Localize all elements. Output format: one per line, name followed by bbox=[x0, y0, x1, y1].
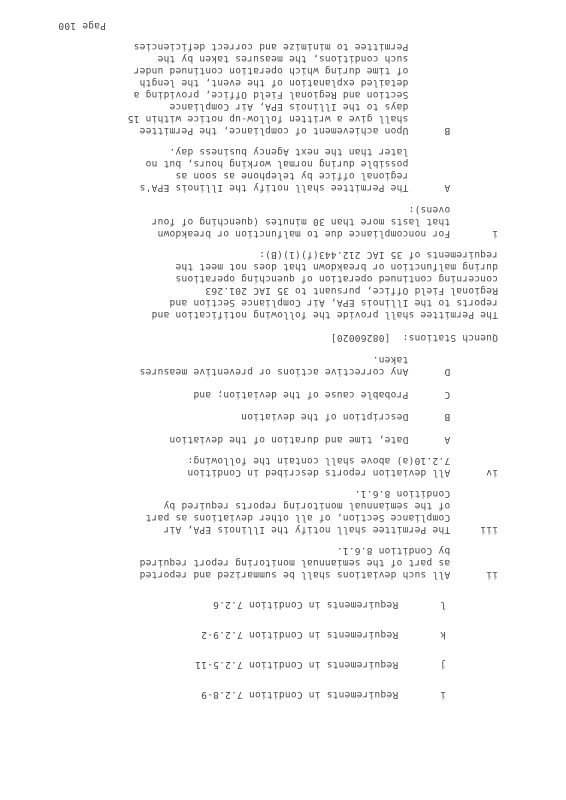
text-line: Regional Field Office, pursuant to 35 IAC 201.263 bbox=[205, 285, 498, 296]
text-line: k Requirements in Condition 7.2.9-2 bbox=[200, 629, 446, 640]
text-line: A The Permittee shall notify the Illinois EPA's bbox=[139, 182, 498, 193]
text-line: taken. bbox=[372, 354, 498, 365]
text-line: days to the Illinois EPA, Air Compliance bbox=[169, 101, 498, 112]
text-line: i Requirements in Condition 7.2.8-9 bbox=[200, 689, 446, 700]
text-line: later than the next Agency business day. bbox=[169, 146, 498, 157]
text-line: requirements of 35 IAC 212.443(f)(1)(B): bbox=[258, 249, 498, 260]
text-line: Permittee to minimize and correct deficiencies bbox=[133, 41, 498, 52]
text-line: iv All deviation reports described in Condition bbox=[187, 467, 498, 478]
text-line: ii All such deviations shall be summarized and reported bbox=[139, 569, 498, 580]
text-line: of time during which operation continued under bbox=[133, 65, 498, 76]
text-line: reports to the Illinois EPA, Air Compliance Section and bbox=[169, 297, 498, 308]
text-line: shall give a written follow-up notice within 15 bbox=[127, 113, 498, 124]
text-line: regional office by telephone as soon as bbox=[175, 170, 498, 181]
text-line: iii The Permittee shall notify the Illinois EPA, Air bbox=[163, 524, 498, 535]
text-line: such conditions, the measures taken by the bbox=[157, 53, 498, 64]
text-line: as part of the semiannual monitoring report required bbox=[139, 557, 498, 568]
text-line: possible during normal working hours, but no bbox=[145, 158, 498, 169]
text-line: by Condition 8.6.1. bbox=[336, 545, 498, 556]
text-line: 7.2.10(a) above shall contain the following: bbox=[187, 455, 498, 466]
text-line: B Upon achievement of compliance, the Permittee bbox=[139, 125, 498, 136]
text-line: j Requirements in Condition 7.2.5-11 bbox=[195, 659, 446, 670]
text-line: A Date, time and duration of the deviation bbox=[169, 434, 498, 445]
text-line: detailed explanation of the event, the length bbox=[139, 77, 498, 88]
text-line: Condition 8.6.1. bbox=[354, 488, 498, 499]
text-line: during malfunction or breakdown that does not meet the bbox=[175, 261, 498, 272]
text-line: Section and Regional Field Office, providing a bbox=[133, 89, 498, 100]
section-heading: Quench Stations: [08260020] bbox=[330, 332, 498, 343]
text-line: C Probable cause of the deviation; and bbox=[193, 389, 498, 400]
text-line: The Permittee shall provide the following notification and bbox=[151, 309, 498, 320]
text-line: concerning continued operation of quenching operations bbox=[175, 273, 498, 284]
text-line: of the semiannual monitoring reports required by bbox=[163, 500, 498, 511]
text-line: i For noncompliance due to malfunction or breakdown bbox=[157, 228, 498, 239]
text-line: that lasts more than 30 minutes (quenching of four bbox=[151, 216, 498, 227]
page-number: Page 100 bbox=[58, 20, 106, 31]
text-line: ovens): bbox=[408, 204, 498, 215]
text-line: B Description of the deviation bbox=[241, 411, 498, 422]
text-line: Compliance Section, of all other deviations as part bbox=[145, 512, 498, 523]
text-line: l Requirements in Condition 7.2.6 bbox=[212, 599, 446, 610]
text-line: D Any corrective actions or preventive measures bbox=[139, 366, 498, 377]
